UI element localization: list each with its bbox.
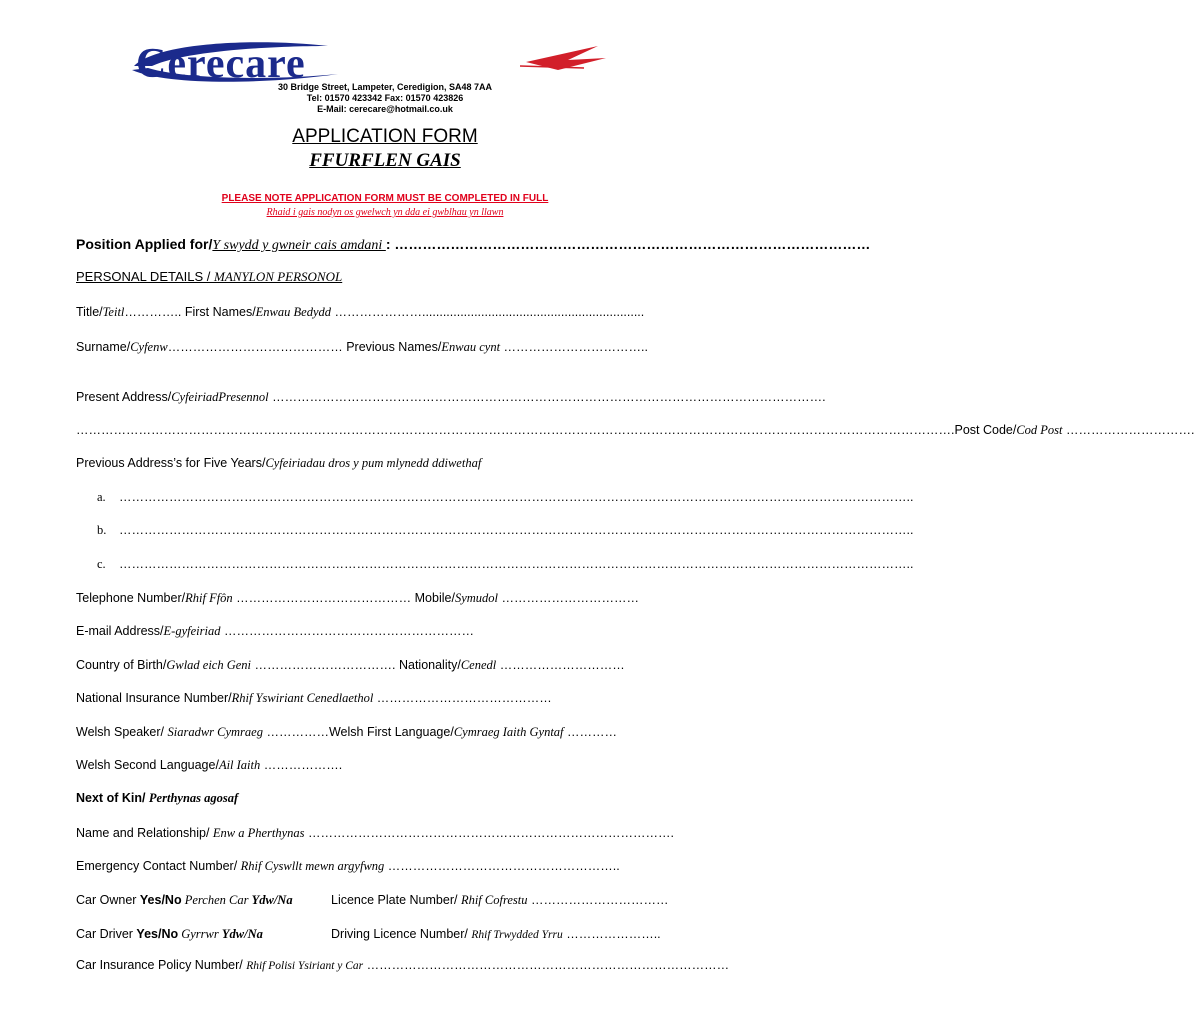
car-owner-row [76, 893, 293, 908]
surname-label: Surname/ [76, 340, 131, 354]
item-marker-a: a. [97, 490, 106, 504]
national-insurance-row [76, 691, 552, 706]
mobile-field[interactable]: …………………………… [498, 591, 639, 605]
welsh-speaker-label-welsh: Siaradwr Cymraeg [167, 725, 263, 739]
item-marker-b: b. [97, 523, 107, 537]
welsh-first-language-label: Welsh First Language/ [328, 725, 454, 739]
company-address: 30 Bridge Street, Lampeter, Ceredigion, SA48 7AA [277, 82, 493, 92]
notice-english: PLEASE NOTE APPLICATION FORM MUST BE COMPLETED IN FULL [221, 193, 549, 204]
mobile-label-welsh: Symudol [454, 591, 498, 605]
company-telfax: Tel: 01570 423342 Fax: 01570 423826 [306, 93, 464, 103]
welsh-speaker-field[interactable]: …………… [262, 725, 329, 739]
address-postcode-row [76, 423, 1194, 438]
previous-names-field[interactable]: …………………………….. [500, 340, 648, 354]
relationship-label-welsh: Enw a Pherthynas [212, 826, 305, 840]
present-address-field-2[interactable]: …………………………………………………………………………………………………………………………………………………………………………………………. [76, 423, 955, 437]
ni-number-field[interactable]: …………………………………… [373, 691, 552, 705]
position-colon: : [385, 236, 395, 252]
welsh-second-language-row [76, 758, 342, 773]
licence-plate-field[interactable]: …………………………… [527, 893, 669, 907]
emergency-contact-row [76, 859, 620, 874]
nationality-label: Nationality/ [398, 658, 461, 672]
personal-details-cy: MANYLON PERSONOL [214, 269, 343, 284]
title-label: Title/ [76, 305, 103, 319]
car-insurance-field[interactable]: …………………………………………………………………………… [363, 958, 730, 972]
post-code-label-welsh: Cod Post [1016, 423, 1063, 437]
post-code-label: Post Code/ [954, 423, 1017, 437]
welsh-second-language-field[interactable]: ………………. [260, 758, 343, 772]
country-of-birth-field[interactable]: ……………………………. [251, 658, 399, 672]
present-address-label: Present Address/ [76, 390, 172, 404]
driving-licence-row [331, 927, 661, 942]
position-label-welsh: Y swydd y gwneir cais amdani [212, 238, 386, 253]
position-line [76, 236, 870, 254]
car-insurance-row [76, 958, 729, 973]
present-address-row [76, 390, 826, 405]
present-address-label-welsh: CyfeiriadPresennol [171, 390, 269, 404]
welsh-first-language-field[interactable]: ………… [563, 725, 618, 739]
notice-welsh: Rhaid i gais nodyn os gwelwch yn dda ei gwblhau yn llawn [266, 207, 504, 218]
form-title-welsh: FFURFLEN GAIS [309, 150, 461, 171]
previous-address-b-field[interactable]: ……………………………………………………………………………………………………………………………………………………………………….. [119, 523, 914, 537]
previous-names-label-welsh: Enwau cynt [441, 340, 501, 354]
post-code-field[interactable]: …………………………. [1062, 423, 1194, 437]
welsh-first-language-label-welsh: Cymraeg Iaith Gyntaf [453, 725, 564, 739]
telephone-label: Telephone Number/ [76, 591, 186, 605]
car-owner-label: Car Owner [76, 893, 140, 907]
nationality-field[interactable]: ………………………… [496, 658, 625, 672]
mobile-label: Mobile/ [414, 591, 455, 605]
telephone-label-welsh: Rhif Ffôn [185, 591, 233, 605]
first-names-label: First Names/ [184, 305, 256, 319]
previous-address-a-row [97, 490, 913, 505]
email-label: E-mail Address/ [76, 624, 164, 638]
welsh-speaker-label: Welsh Speaker/ [76, 725, 168, 739]
licence-plate-row [331, 893, 668, 908]
car-driver-label: Car Driver [76, 927, 137, 941]
first-names-label-welsh: Enwau Bedydd [255, 305, 332, 319]
country-of-birth-label-welsh: Gwlad eich Geni [166, 658, 252, 672]
previous-address-b-row [97, 523, 913, 538]
car-driver-label-welsh: Gyrrwr [178, 927, 222, 941]
logo-text: Cerecare [136, 41, 306, 87]
welsh-second-language-label-welsh: Ail Iaith [218, 758, 261, 772]
emergency-contact-label: Emergency Contact Number/ [76, 859, 241, 873]
previous-addresses-heading [76, 456, 481, 471]
next-of-kin-label: Next of Kin/ [76, 791, 149, 805]
welsh-language-row [76, 725, 617, 740]
previous-address-c-row [97, 557, 913, 572]
car-insurance-label-welsh: Rhif Polisi Ysiriant y Car [246, 960, 364, 972]
car-owner-yes-no[interactable]: Yes/No [139, 893, 182, 907]
country-of-birth-label: Country of Birth/ [76, 658, 167, 672]
previous-addresses-label-welsh: Cyfeiriadau dros y pum mlynedd ddiwethaf [265, 456, 482, 470]
form-title: APPLICATION FORM [292, 126, 478, 147]
driving-licence-field[interactable]: ………………….. [562, 927, 661, 941]
telephone-field[interactable]: …………………………………… [232, 591, 415, 605]
title-label-welsh: Teitl [102, 305, 125, 319]
previous-address-c-field[interactable]: ……………………………………………………………………………………………………………………………………………………………………….. [119, 557, 914, 571]
title-firstname-row [76, 305, 644, 320]
car-owner-label-welsh: Perchen Car [181, 893, 252, 907]
driving-licence-label: Driving Licence Number/ [331, 927, 472, 941]
car-driver-yes-no[interactable]: Yes/No [136, 927, 179, 941]
present-address-field[interactable]: ……………………………………………………………………………………………………………………. [268, 390, 826, 404]
car-insurance-label: Car Insurance Policy Number/ [76, 958, 247, 972]
nationality-label-welsh: Cenedl [460, 658, 497, 672]
telephone-row [76, 591, 639, 606]
personal-details-en: PERSONAL DETAILS / [76, 269, 214, 284]
emergency-contact-field[interactable]: ……………………………………………….. [384, 859, 620, 873]
car-driver-ydw-na[interactable]: Ydw/Na [221, 927, 263, 941]
emergency-contact-label-welsh: Rhif Cyswllt mewn argyfwng [240, 859, 385, 873]
position-label: Position Applied for/ [76, 236, 213, 252]
personal-details-heading [76, 269, 342, 285]
car-driver-row [76, 927, 263, 942]
relationship-label: Name and Relationship/ [76, 826, 213, 840]
surname-field[interactable]: …………………………………… [167, 340, 347, 354]
ni-number-label: National Insurance Number/ [76, 691, 232, 705]
email-row [76, 624, 474, 639]
previous-address-a-field[interactable]: ……………………………………………………………………………………………………………………………………………………………………….. [119, 490, 914, 504]
previous-names-label: Previous Names/ [346, 340, 442, 354]
car-owner-ydw-na[interactable]: Ydw/Na [251, 893, 293, 907]
company-email: E-Mail: cerecare@hotmail.co.uk [317, 104, 453, 114]
next-of-kin-heading [76, 791, 238, 806]
birth-nationality-row [76, 658, 625, 673]
relationship-row [76, 826, 674, 841]
position-field[interactable]: ………………………………………………………………………………………… [394, 236, 871, 252]
driving-licence-label-welsh: Rhif Trwydded Yrru [471, 929, 563, 941]
previous-addresses-label: Previous Address’s for Five Years/ [76, 456, 266, 470]
licence-plate-label: Licence Plate Number/ [331, 893, 461, 907]
email-field[interactable]: …………………………………………………… [220, 624, 474, 638]
title-field[interactable]: ………….. [124, 305, 185, 319]
item-marker-c: c. [97, 557, 106, 571]
surname-label-welsh: Cyfenw [130, 340, 168, 354]
relationship-field[interactable]: ……………………………………………………………………………. [304, 826, 675, 840]
ni-number-label-welsh: Rhif Yswiriant Cenedlaethol [231, 691, 374, 705]
licence-plate-label-welsh: Rhif Cofrestu [460, 893, 528, 907]
email-label-welsh: E-gyfeiriad [163, 624, 221, 638]
welsh-second-language-label: Welsh Second Language/ [76, 758, 219, 772]
next-of-kin-label-welsh: Perthynas agosaf [148, 791, 239, 805]
surname-row [76, 340, 648, 355]
first-names-field[interactable]: …………………................................................................ [331, 305, 645, 319]
